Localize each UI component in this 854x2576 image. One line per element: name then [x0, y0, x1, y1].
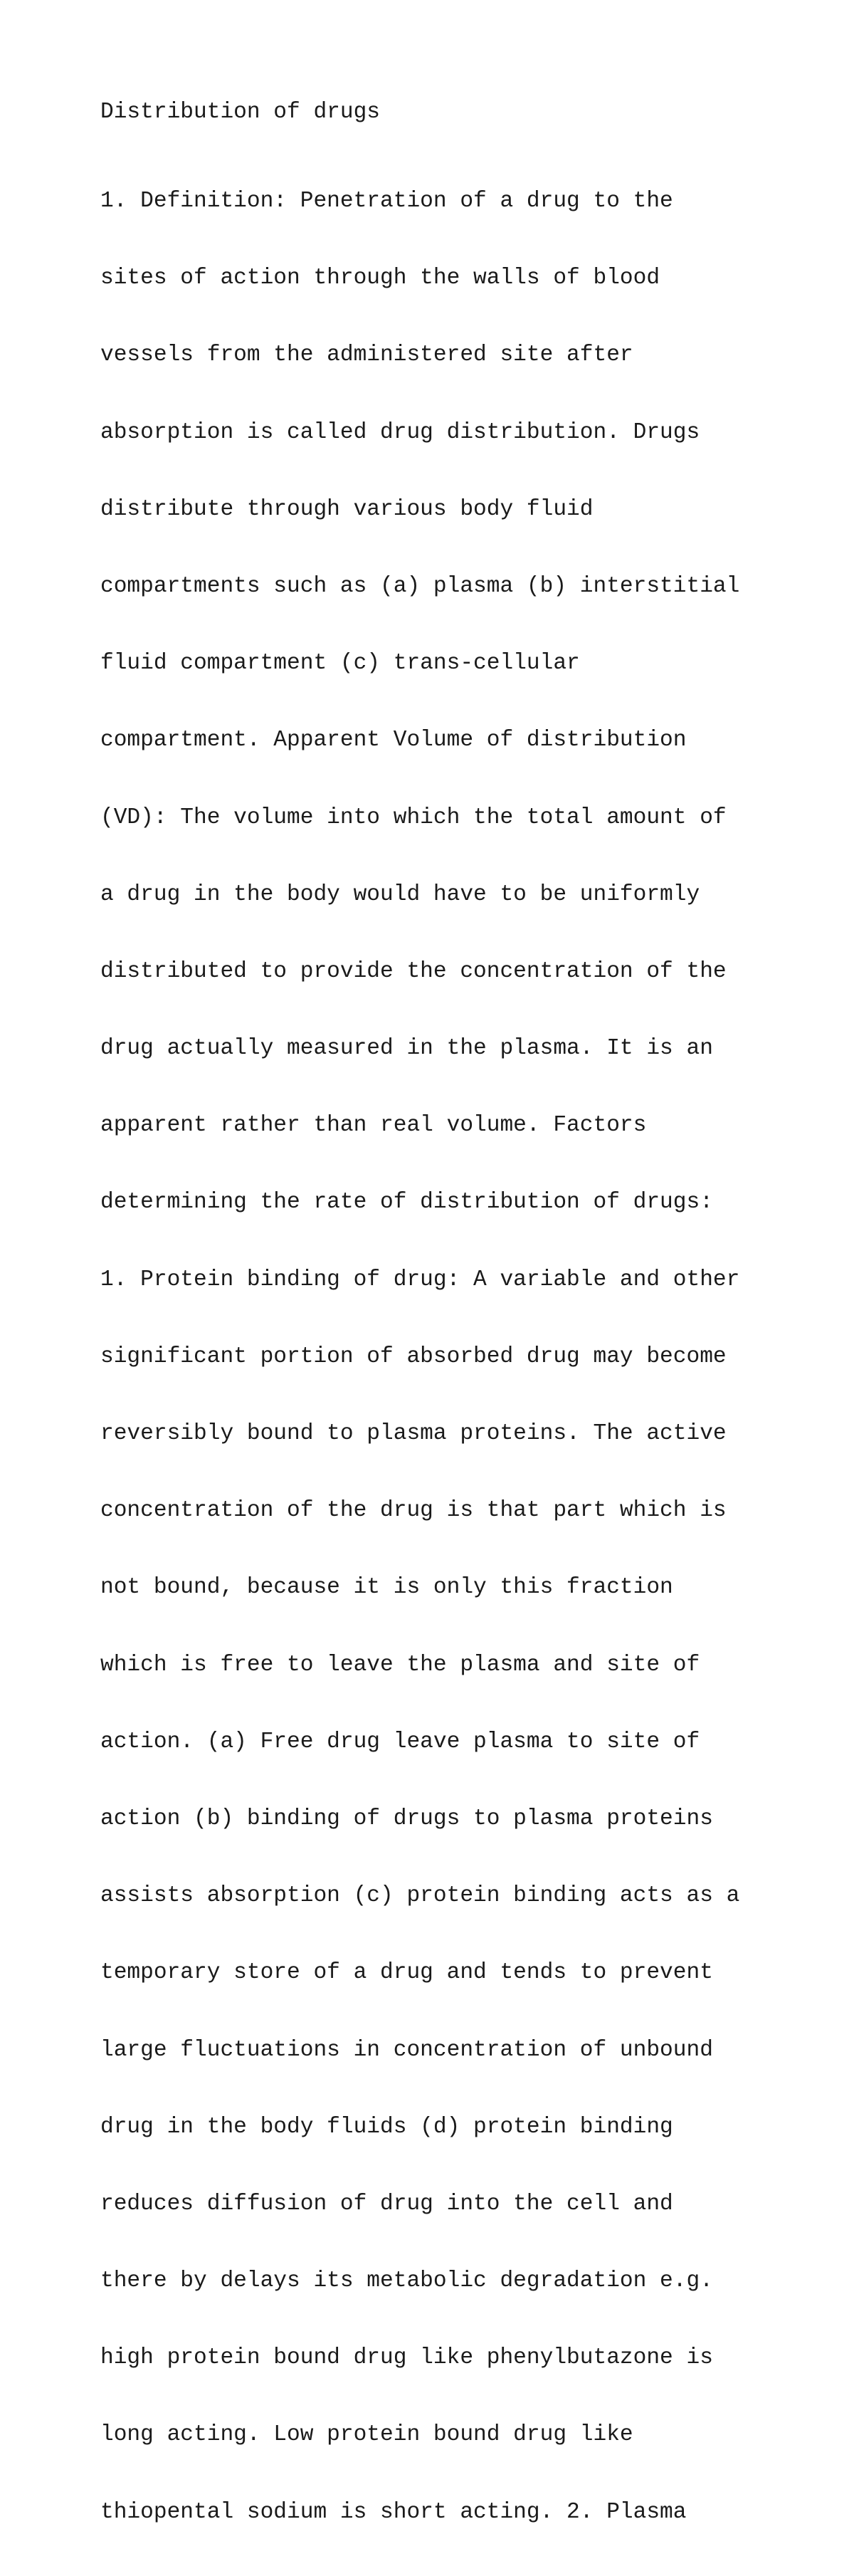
body-line: 1. Definition: Penetration of a drug to the [100, 189, 673, 214]
body-line: thiopental sodium is short acting. 2. Plasma [100, 2499, 687, 2525]
body-line: 1. Protein binding of drug: A variable and other [100, 1267, 740, 1292]
body-line: there by delays its metabolic degradation e.g. [100, 2268, 713, 2294]
body-line: drug actually measured in the plasma. It is an [100, 1036, 713, 1062]
body-line: reversibly bound to plasma proteins. The active [100, 1421, 727, 1446]
body-line: long acting. Low protein bound drug like [100, 2422, 633, 2448]
body-line: which is free to leave the plasma and site of [100, 1652, 700, 1677]
body-line: significant portion of absorbed drug may become [100, 1344, 727, 1369]
body-line: assists absorption (c) protein binding acts as a [100, 1883, 740, 1909]
body-line: concentration of the drug is that part which is [100, 1498, 727, 1524]
body-line: vessels from the administered site after [100, 342, 633, 368]
body-line: action (b) binding of drugs to plasma proteins [100, 1806, 713, 1831]
body-line: large fluctuations in concentration of unbound [100, 2037, 713, 2063]
body-line: distribute through various body fluid [100, 496, 594, 522]
body-line: absorption is called drug distribution. Drugs [100, 419, 700, 445]
body-line: a drug in the body would have to be uniformly [100, 881, 700, 907]
document-body [100, 138, 739, 2576]
body-line: temporary store of a drug and tends to prevent [100, 1960, 713, 1986]
document-title: Distribution of drugs [100, 100, 381, 125]
body-line: sites of action through the walls of blood [100, 266, 660, 291]
body-line: fluid compartment (c) trans-cellular [100, 651, 580, 676]
body-line: apparent rather than real volume. Factors [100, 1113, 647, 1138]
body-line: distributed to provide the concentration of the [100, 958, 727, 984]
body-line: reduces diffusion of drug into the cell and [100, 2191, 673, 2216]
body-line: determining the rate of distribution of drugs: [100, 1190, 713, 1215]
body-line: compartments such as (a) plasma (b) interstitial [100, 573, 740, 599]
body-line: compartment. Apparent Volume of distribution [100, 728, 687, 753]
body-line: action. (a) Free drug leave plasma to site of [100, 1729, 700, 1754]
body-line: not bound, because it is only this fraction [100, 1575, 673, 1601]
body-line: high protein bound drug like phenylbutazone is [100, 2345, 713, 2371]
body-line: drug in the body fluids (d) protein binding [100, 2114, 673, 2140]
body-line: (VD): The volume into which the total amount of [100, 805, 727, 830]
